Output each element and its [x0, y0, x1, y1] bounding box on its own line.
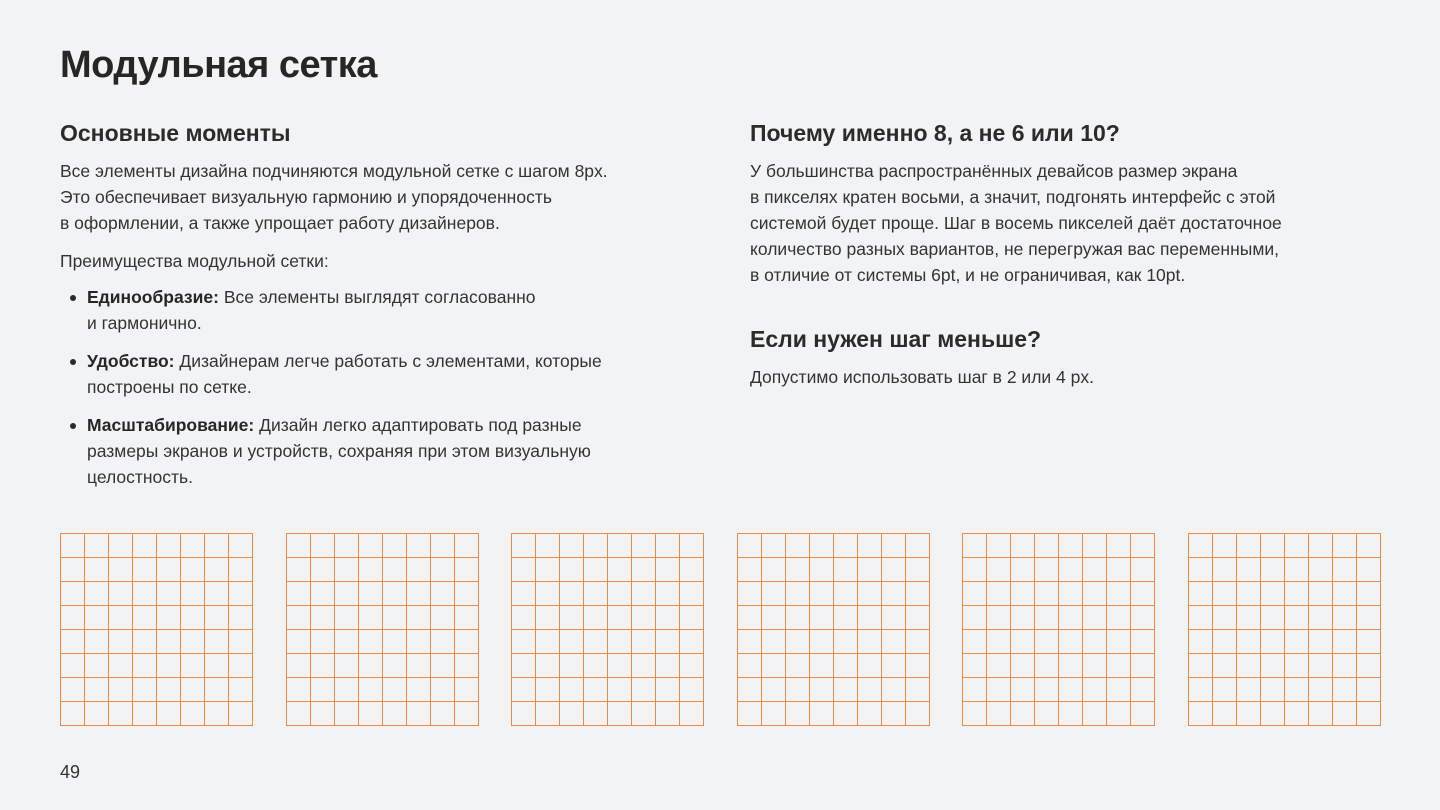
benefit-term: Удобство: [87, 351, 175, 371]
main-points-heading: Основные моменты [60, 120, 291, 146]
grid-illustration [511, 533, 704, 726]
main-points-intro: Все элементы дизайна подчиняются модульной сетке с шагом 8px. Это обеспечивает визуальную гармонию и упорядоченность в оформлении, а также упрощает работу дизайнеров. [60, 161, 608, 233]
benefit-text: Все элементы выглядят согласованно и гармонично. [87, 287, 536, 333]
grid-illustrations [60, 533, 1381, 726]
smaller-step-block [750, 324, 1390, 390]
benefit-item-convenience [87, 348, 700, 400]
grid-illustration [1188, 533, 1381, 726]
benefits-intro: Преимущества модульной сетки: [60, 251, 329, 271]
why-eight-text: У большинства распространённых девайсов размер экрана в пикселях кратен восьми, а значит, подгонять интерфейс с этой системой будет проще. Шаг в восемь пикселей даёт достаточное количество разных вариантов, не перегружая вас переменными, в отличие от системы 6pt, и не ограничивая, как 10pt. [750, 161, 1282, 285]
smaller-step-heading: Если нужен шаг меньше? [750, 326, 1042, 352]
grid-illustration [737, 533, 930, 726]
benefit-term: Единообразие: [87, 287, 219, 307]
benefit-item-scaling [87, 412, 700, 490]
explanation-column [750, 118, 1390, 390]
why-eight-heading: Почему именно 8, а не 6 или 10? [750, 120, 1120, 146]
grid-illustration [286, 533, 479, 726]
grid-illustration [60, 533, 253, 726]
grid-illustration [962, 533, 1155, 726]
benefit-term: Масштабирование: [87, 415, 255, 435]
benefit-text: Дизайн легко адаптировать под разные размеры экранов и устройств, сохраняя при этом визуальную целостность. [87, 415, 591, 487]
benefits-list [60, 284, 700, 490]
benefit-item-uniformity [87, 284, 700, 336]
why-eight-block [750, 118, 1390, 288]
main-points-column [60, 118, 700, 502]
benefit-text: Дизайнерам легче работать с элементами, которые построены по сетке. [87, 351, 602, 397]
smaller-step-text: Допустимо использовать шаг в 2 или 4 px. [750, 367, 1094, 387]
page-number: 49 [60, 762, 81, 782]
page-title: Модульная сетка [60, 44, 377, 86]
